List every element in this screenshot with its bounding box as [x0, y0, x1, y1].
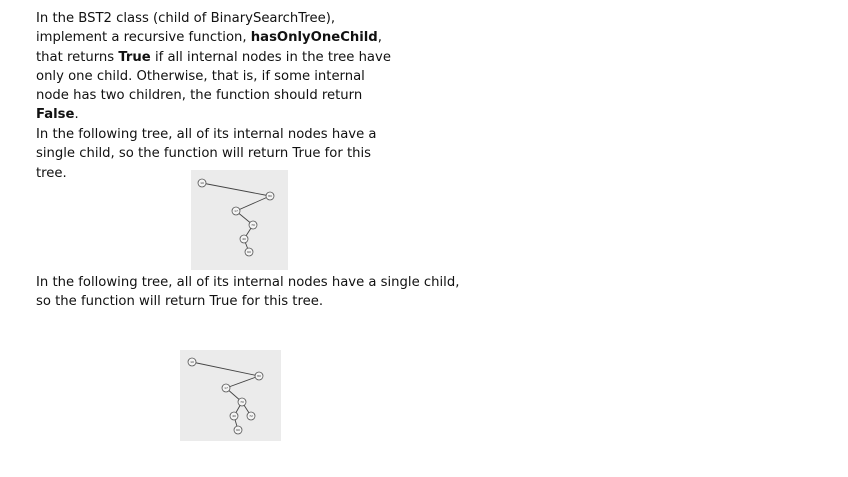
text-run: so the function will return True for this tree.	[36, 294, 324, 310]
tree-edge	[236, 196, 270, 211]
text-line	[36, 67, 391, 86]
tree-node	[232, 207, 240, 215]
text-run: In the BST2 class (child of BinarySearchTree),	[36, 11, 336, 26]
tree-node-label: 72	[249, 414, 253, 418]
tree-node-label: 10	[200, 181, 204, 185]
text-line	[36, 9, 391, 28]
tree-node	[266, 192, 274, 200]
tree-node	[238, 398, 246, 406]
tree-node	[240, 235, 248, 243]
tree-node	[255, 372, 263, 380]
bold-text: False	[36, 107, 75, 123]
text-line	[36, 105, 391, 124]
text-line	[36, 144, 376, 163]
text-run: single child, so the function will return True for this	[36, 146, 372, 162]
tree-node-label: 60	[247, 250, 251, 254]
tree-diagram-1	[191, 170, 288, 270]
tree-node-label: 80	[268, 194, 272, 198]
text-run: ,	[377, 30, 382, 46]
bold-text: hasOnlyOneChild	[250, 30, 378, 46]
tree-node	[188, 358, 196, 366]
tree-node	[234, 426, 242, 434]
text-line	[36, 28, 391, 47]
tree-edge	[226, 376, 259, 388]
tree-node	[198, 179, 206, 187]
problem-statement	[36, 9, 391, 125]
tree-node-label: 60	[236, 428, 240, 432]
text-run: In the following tree, all of its internal nodes have a	[36, 127, 377, 142]
tree-node	[222, 384, 230, 392]
text-line	[36, 273, 459, 292]
tree-edge	[202, 183, 270, 196]
tree-node	[230, 412, 238, 420]
text-run: node has two children, the function should return	[36, 88, 363, 104]
example-2-caption	[36, 273, 459, 312]
tree-node-label: 17	[224, 386, 228, 390]
tree-edge	[192, 362, 259, 376]
text-run: that returns	[36, 49, 119, 65]
tree-node	[245, 248, 253, 256]
text-run: .	[74, 107, 79, 123]
tree-diagram-2-svg	[180, 350, 281, 441]
tree-node-label: 10	[190, 360, 194, 364]
text-run: In the following tree, all of its internal nodes have a single child,	[36, 275, 460, 290]
text-run: tree.	[36, 165, 67, 181]
tree-node-label: 80	[257, 374, 261, 378]
text-line	[36, 48, 391, 67]
tree-node	[247, 412, 255, 420]
text-line	[36, 292, 459, 311]
tree-node-label: 70	[240, 400, 244, 404]
tree-node-label: 40	[242, 237, 246, 241]
text-run: if all internal nodes in the tree have	[150, 49, 391, 65]
tree-node-label: 40	[232, 414, 236, 418]
text-line	[36, 125, 376, 144]
tree-node-label: 70	[251, 223, 255, 227]
text-line	[36, 86, 391, 105]
tree-node-label: 17	[234, 209, 238, 213]
text-run: only one child. Otherwise, that is, if some internal	[36, 68, 365, 84]
tree-node	[249, 221, 257, 229]
bold-text: True	[118, 49, 151, 65]
text-run: implement a recursive function,	[36, 30, 251, 46]
tree-diagram-2	[180, 350, 281, 441]
tree-diagram-1-svg	[191, 170, 288, 270]
